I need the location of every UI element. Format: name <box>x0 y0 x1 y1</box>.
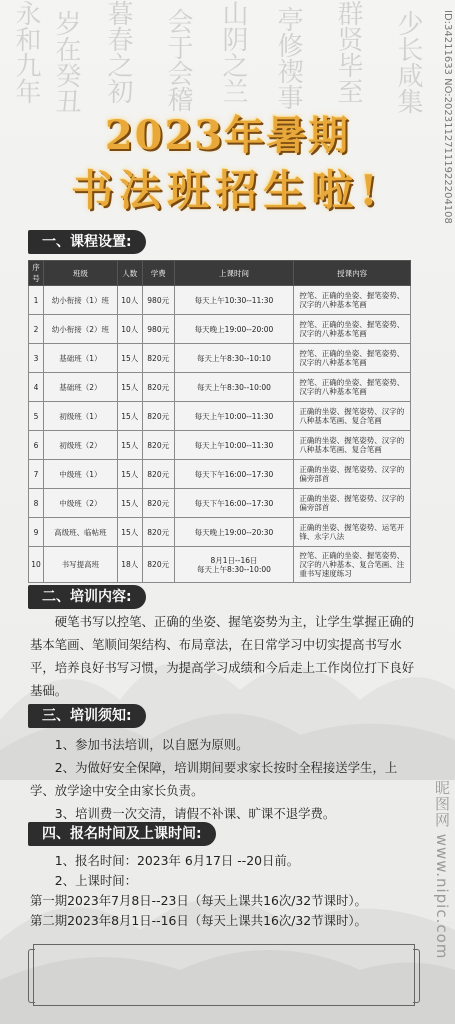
table-row <box>29 431 411 460</box>
training-content-paragraph: 硬笔书写以控笔、正确的坐姿、握笔姿势为主，让学生掌握正确的基本笔画、笔顺间架结构、布局章法，在日常学习中切实提高书写水平，培养良好书写习惯，为提高学习成绩和今后走上工作岗位打下良好基础。 <box>30 614 415 698</box>
section-heading-notices: 三、培训须知: <box>28 704 146 728</box>
cell-fee: 820元 <box>142 489 174 518</box>
column-header: 授课内容 <box>294 261 411 286</box>
cell-no: 6 <box>29 431 44 460</box>
schedule-line: 1、报名时间：2023年 6月17日 --20日前。 <box>54 853 300 868</box>
cell-class: 初级班（2） <box>43 431 117 460</box>
table-row <box>29 315 411 344</box>
cell-class: 基础班（1） <box>43 344 117 373</box>
table-row <box>29 286 411 315</box>
cell-time: 8月1日--16日 每天上午8:30--10:00 <box>174 547 294 583</box>
cell-fee: 980元 <box>142 286 174 315</box>
schedule-list <box>30 851 420 931</box>
cell-class: 基础班（2） <box>43 373 117 402</box>
cell-no: 7 <box>29 460 44 489</box>
column-header: 序号 <box>29 261 44 286</box>
cell-people: 15人 <box>117 344 142 373</box>
cell-class: 初级班（1） <box>43 402 117 431</box>
cell-people: 15人 <box>117 402 142 431</box>
table-row <box>29 547 411 583</box>
cell-no: 9 <box>29 518 44 547</box>
cell-content: 正确的坐姿、握笔姿势、运笔开锋、永字八法 <box>294 518 411 547</box>
cell-time: 每天晚上19:00--20:30 <box>174 518 294 547</box>
cell-fee: 820元 <box>142 460 174 489</box>
cell-class: 中级班（1） <box>43 460 117 489</box>
cell-no: 4 <box>29 373 44 402</box>
table-row <box>29 402 411 431</box>
table-row <box>29 373 411 402</box>
cell-people: 10人 <box>117 286 142 315</box>
section-heading-training-content: 二、培训内容: <box>28 585 146 609</box>
cell-fee: 820元 <box>142 547 174 583</box>
cell-time: 每天下午16:00--17:30 <box>174 460 294 489</box>
notice-item: 3、培训费一次交清，请假不补课、旷课不退学费。 <box>54 806 336 821</box>
cell-people: 15人 <box>117 373 142 402</box>
cell-people: 10人 <box>117 315 142 344</box>
cell-time: 每天上午10:30--11:30 <box>174 286 294 315</box>
cell-content: 控笔、正确的坐姿、握笔姿势、汉字的八种基本笔画 <box>294 373 411 402</box>
cell-no: 3 <box>29 344 44 373</box>
cell-no: 10 <box>29 547 44 583</box>
column-header: 人数 <box>117 261 142 286</box>
cell-class: 高级班、临帖班 <box>43 518 117 547</box>
cell-time: 每天晚上19:00--20:00 <box>174 315 294 344</box>
cell-time: 每天上午10:00--11:30 <box>174 402 294 431</box>
training-content-text <box>30 610 420 702</box>
schedule-line: 第一期2023年7月8日--23日（每天上课共16次/32节课时）。 <box>30 893 367 908</box>
cell-class: 幼小衔接（1）班 <box>43 286 117 315</box>
cell-fee: 820元 <box>142 373 174 402</box>
cell-no: 5 <box>29 402 44 431</box>
column-header: 学费 <box>142 261 174 286</box>
cell-class: 书写提高班 <box>43 547 117 583</box>
cell-class: 中级班（2） <box>43 489 117 518</box>
notices-list <box>30 733 420 825</box>
cell-content: 正确的坐姿、握笔姿势、汉字的偏旁部首 <box>294 489 411 518</box>
cell-content: 控笔、正确的坐姿、握笔姿势、汉字的八种基本笔画 <box>294 315 411 344</box>
cell-people: 15人 <box>117 518 142 547</box>
notice-item: 1、参加书法培训，以自愿为原则。 <box>54 737 249 752</box>
course-table <box>28 260 411 583</box>
cell-content: 正确的坐姿、握笔姿势、汉字的八种基本笔画、复合笔画 <box>294 431 411 460</box>
cell-content: 控笔、正确的坐姿、握笔姿势、汉字的八种基本、复合笔画、注重书写速度练习 <box>294 547 411 583</box>
calligraphy-background: 永和九年 岁在癸丑 暮春之初 会于会稽 山阴之兰 亭修禊事 群贤毕至 少长咸集 <box>11 0 423 114</box>
cell-fee: 820元 <box>142 518 174 547</box>
watermark-site: 昵图网 www.nipic.com <box>433 780 451 960</box>
cell-time: 每天下午16:00--17:30 <box>174 489 294 518</box>
table-row <box>29 344 411 373</box>
cell-content: 控笔、正确的坐姿、握笔姿势、汉字的八种基本笔画 <box>294 344 411 373</box>
cell-no: 1 <box>29 286 44 315</box>
table-row <box>29 460 411 489</box>
section-heading-courses: 一、课程设置: <box>28 230 146 254</box>
table-row <box>29 518 411 547</box>
table-row <box>29 489 411 518</box>
cell-class: 幼小衔接（2）班 <box>43 315 117 344</box>
cell-fee: 820元 <box>142 402 174 431</box>
column-header: 班级 <box>43 261 117 286</box>
cell-time: 每天上午8:30--10:00 <box>174 373 294 402</box>
cell-people: 15人 <box>117 431 142 460</box>
notice-item: 2、为做好安全保障，培训期间要求家长按时全程接送学生，上学、放学途中安全由家长负责。 <box>30 760 398 798</box>
column-header: 上课时间 <box>174 261 294 286</box>
cell-content: 正确的坐姿、握笔姿势、汉字的八种基本笔画、复合笔画 <box>294 402 411 431</box>
title-line-1: 2023年暑期 <box>104 112 351 159</box>
cell-no: 8 <box>29 489 44 518</box>
watermark-id: ID:34211633 NO:20231127111922204108 <box>442 10 453 224</box>
cell-people: 15人 <box>117 489 142 518</box>
cell-people: 18人 <box>117 547 142 583</box>
schedule-line: 2、上课时间： <box>54 873 138 888</box>
title-line-2: 书法班招生啦! <box>71 166 384 215</box>
cell-fee: 820元 <box>142 431 174 460</box>
table-header-row <box>29 261 411 286</box>
cell-content: 控笔、正确的坐姿、握笔姿势、汉字的八种基本笔画 <box>294 286 411 315</box>
cell-people: 15人 <box>117 460 142 489</box>
cell-fee: 980元 <box>142 315 174 344</box>
cell-content: 正确的坐姿、握笔姿势、汉字的偏旁部首 <box>294 460 411 489</box>
cell-time: 每天上午10:00--11:30 <box>174 431 294 460</box>
cell-fee: 820元 <box>142 344 174 373</box>
decorative-frame <box>33 944 415 1006</box>
schedule-line: 第二期2023年8月1日--16日（每天上课共16次/32节课时）。 <box>30 913 367 928</box>
section-heading-schedule: 四、报名时间及上课时间: <box>28 822 216 846</box>
cell-time: 每天上午8:30--10:10 <box>174 344 294 373</box>
cell-no: 2 <box>29 315 44 344</box>
